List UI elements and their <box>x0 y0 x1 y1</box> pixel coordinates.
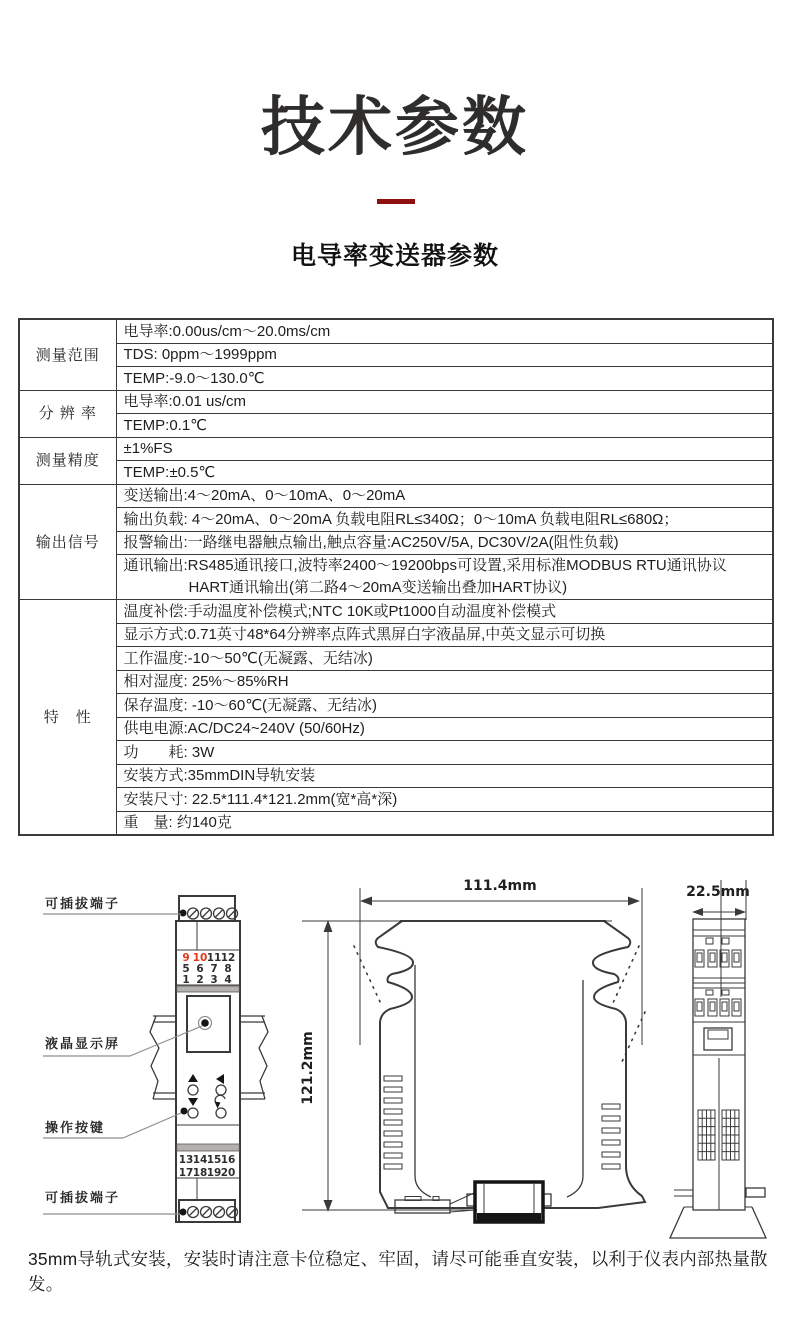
table-row <box>19 623 773 647</box>
terminal-number: 2 <box>196 974 204 986</box>
group-label-accuracy: 测量精度 <box>19 437 116 484</box>
table-row <box>19 717 773 741</box>
spec-value: 电导率:0.00us/cm～20.0ms/cm <box>116 319 773 343</box>
terminal-number: 3 <box>210 974 218 986</box>
group-label-range: 测量范围 <box>19 319 116 390</box>
terminal-number: 20 <box>220 1167 236 1179</box>
comm-line2: HART通讯输出(第二路4～20mA变送输出叠加HART协议) <box>188 579 568 596</box>
table-row <box>19 788 773 812</box>
table-row <box>19 461 773 485</box>
end-view-drawing <box>662 872 790 1244</box>
group-label-features: 特 性 <box>19 600 116 836</box>
terminal-number: 8 <box>224 963 232 975</box>
table-row <box>19 414 773 438</box>
spec-value: 工作温度:-10～50℃(无凝露、无结冰) <box>116 647 773 671</box>
side-view-drawing <box>298 870 660 1242</box>
table-row <box>19 694 773 718</box>
vent-slats-left <box>384 1076 402 1169</box>
terminal-number: 18 <box>192 1167 208 1179</box>
vent-grid-left <box>698 1110 715 1160</box>
table-row <box>19 764 773 788</box>
spec-value: 重 量: 约140克 <box>116 811 773 835</box>
table-row <box>19 600 773 624</box>
terminal-number: 12 <box>220 952 236 964</box>
terminal-number: 16 <box>220 1154 236 1166</box>
section-subtitle: 电导率变送器参数 <box>290 242 499 270</box>
up-arrow-icon <box>188 1074 198 1082</box>
group-label-output: 输出信号 <box>19 484 116 600</box>
terminal-number: 19 <box>206 1167 222 1179</box>
callout-lcd: 液晶显示屏 <box>45 1036 121 1051</box>
vent-slats-right <box>602 1104 620 1169</box>
terminal-block-row2 <box>695 999 741 1016</box>
terminal-number: 5 <box>182 963 190 975</box>
spec-value: 安装方式:35mmDIN导轨安装 <box>116 764 773 788</box>
width-dimension <box>360 878 642 1045</box>
spec-value-comm <box>116 555 773 600</box>
table-row <box>19 343 773 367</box>
spec-value: 显示方式:0.71英寸48*64分辨率点阵式黑屏白字液晶屏,中英文显示可切换 <box>116 623 773 647</box>
bottom-screw-terminals <box>180 1207 238 1218</box>
down-arrow-icon <box>188 1098 198 1106</box>
callout-bottom-terminal: 可插拔端子 <box>45 1190 121 1205</box>
terminal-numbers-top <box>182 952 235 986</box>
height-dimension <box>300 920 612 1212</box>
lcd-leader-dot <box>201 1019 209 1027</box>
spec-value: ±1%FS <box>116 437 773 461</box>
vent-grid-right <box>722 1110 739 1160</box>
terminal-number: 15 <box>206 1154 222 1166</box>
callout-buttons: 操作按键 <box>45 1120 106 1135</box>
terminal-number: 7 <box>210 963 218 975</box>
spec-value: 温度补偿:手动温度补偿模式;NTC 10K或Pt1000自动温度补偿模式 <box>116 600 773 624</box>
enter-button <box>216 1108 226 1118</box>
left-arrow-icon <box>216 1074 224 1084</box>
terminal-number: 14 <box>192 1154 208 1166</box>
spec-value: TDS: 0ppm～1999ppm <box>116 343 773 367</box>
rail-base <box>670 1188 766 1238</box>
front-view-drawing <box>25 880 295 1238</box>
up-button <box>188 1085 198 1095</box>
terminal-number: 9 <box>182 952 190 964</box>
width-dimension-end <box>686 880 750 997</box>
table-row <box>19 319 773 343</box>
terminal-number: 10 <box>192 952 208 964</box>
spec-value: 保存温度: -10～60℃(无凝露、无结冰) <box>116 694 773 718</box>
spec-value: 输出负载: 4～20mA、0～20mA 负载电阻RL≤340Ω；0～10mA 负载电阻RL≤680Ω； <box>116 508 773 532</box>
terminal-number: 13 <box>178 1154 194 1166</box>
terminal-number: 4 <box>224 974 232 986</box>
spec-table <box>18 318 774 836</box>
terminal-number: 17 <box>178 1167 194 1179</box>
callout-top-terminal: 可插拔端子 <box>45 896 121 911</box>
operation-buttons <box>181 1074 227 1118</box>
buttons-leader-dot <box>181 1108 188 1115</box>
mounting-note: 35mm导轨式安装，安装时请注意卡位稳定、牢固，请尽可能垂直安装，以利于仪表内部热量散发。 <box>28 1249 768 1294</box>
device-side-body <box>354 921 645 1208</box>
down-button <box>188 1108 198 1118</box>
table-row <box>19 367 773 391</box>
table-row <box>19 670 773 694</box>
leader-dot <box>180 910 187 917</box>
spec-value: TEMP:-9.0～130.0℃ <box>116 367 773 391</box>
spec-value: 相对湿度: 25%～85%RH <box>116 670 773 694</box>
end-dim-label: 22.5mm <box>686 884 750 900</box>
spec-value: 报警输出:一路继电器触点输出,触点容量:AC250V/5A, DC30V/2A(阻性负载) <box>116 531 773 555</box>
table-row <box>19 508 773 532</box>
table-row <box>19 484 773 508</box>
terminal-number: 6 <box>196 963 204 975</box>
table-row <box>19 555 773 600</box>
left-button <box>216 1085 226 1095</box>
comm-line1: 通讯输出:RS485通讯接口,波特率2400～19200bps可设置,采用标准MODBUS RTU通讯协议 <box>123 557 727 574</box>
spec-value: 安装尺寸: 22.5*111.4*121.2mm(宽*高*深) <box>116 788 773 812</box>
leader-dot <box>180 1209 187 1216</box>
spec-value: 功 耗: 3W <box>116 741 773 765</box>
enter-arrow-head <box>215 1102 221 1109</box>
terminal-block-row1 <box>695 950 741 967</box>
height-dim-label: 121.2mm <box>300 1031 316 1105</box>
spec-value: TEMP:0.1℃ <box>116 414 773 438</box>
spec-table-wrap <box>18 318 772 836</box>
spec-value: 供电电源:AC/DC24~240V (50/60Hz) <box>116 717 773 741</box>
table-row <box>19 531 773 555</box>
page-title: 技术参数 <box>261 91 529 163</box>
group-label-resolution: 分 辨 率 <box>19 390 116 437</box>
table-row <box>19 437 773 461</box>
title-accent-dash <box>377 199 415 204</box>
table-row <box>19 811 773 835</box>
table-row <box>19 390 773 414</box>
terminal-numbers-bottom <box>179 1154 236 1179</box>
spec-value: TEMP:±0.5℃ <box>116 461 773 485</box>
device-end-body <box>670 919 766 1238</box>
top-screw-terminals <box>180 908 238 919</box>
spec-value: 变送输出:4～20mA、0～10mA、0～20mA <box>116 484 773 508</box>
terminal-number: 11 <box>206 952 222 964</box>
terminal-number: 1 <box>182 974 190 986</box>
table-row <box>19 647 773 671</box>
spec-value: 电导率:0.01 us/cm <box>116 390 773 414</box>
table-row <box>19 741 773 765</box>
width-dim-label: 111.4mm <box>463 878 537 894</box>
